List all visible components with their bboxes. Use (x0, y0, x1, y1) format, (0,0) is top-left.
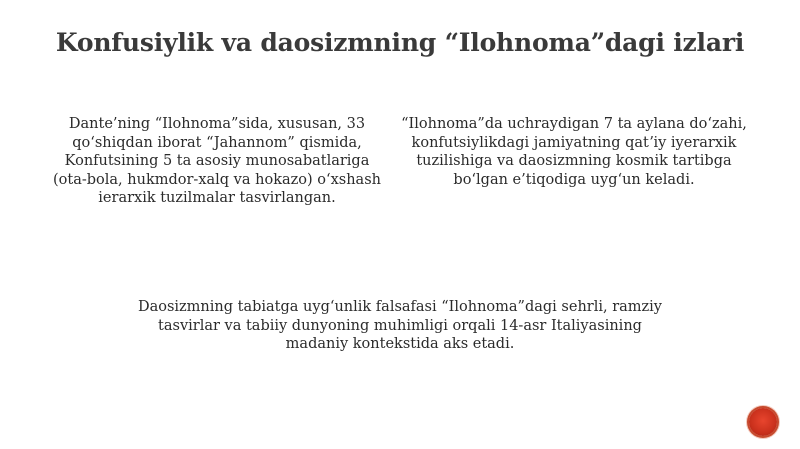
bottom-paragraph: Daosizmning tabiatga uygʻunlik falsafasi “Ilohnoma”dagi sehrli, ramziy tasvirlar va tabiiy dunyoning muhimligi orqali 14-asr Italiyasining madaniy kontekstida aks etadi. (137, 299, 663, 352)
right-paragraph: “Ilohnoma”da uchraydigan 7 ta aylana doʻzahi, konfutsiylikdagi jamiyatning qatʼiy iyerarxik tuzilishiga va daosizmning kosmik tartibga boʻlgan e’tiqodiga uygʻun keladi. (401, 116, 747, 188)
slide-title: Konfusiylik va daosizmning “Ilohnoma”dagi izlari (55, 28, 745, 57)
left-paragraph: Dante’ning “Ilohnoma”sida, xususan, 33 qoʻshiqdan iborat “Jahannom” qismida, Konfutsining 5 ta asosiy munosabatlariga (ota-bola, hukmdor-xalq va hokazo) oʻxshash ierarxik tuzilmalar tasvirlangan. (53, 116, 381, 206)
circle-nav-icon[interactable] (749, 408, 777, 436)
